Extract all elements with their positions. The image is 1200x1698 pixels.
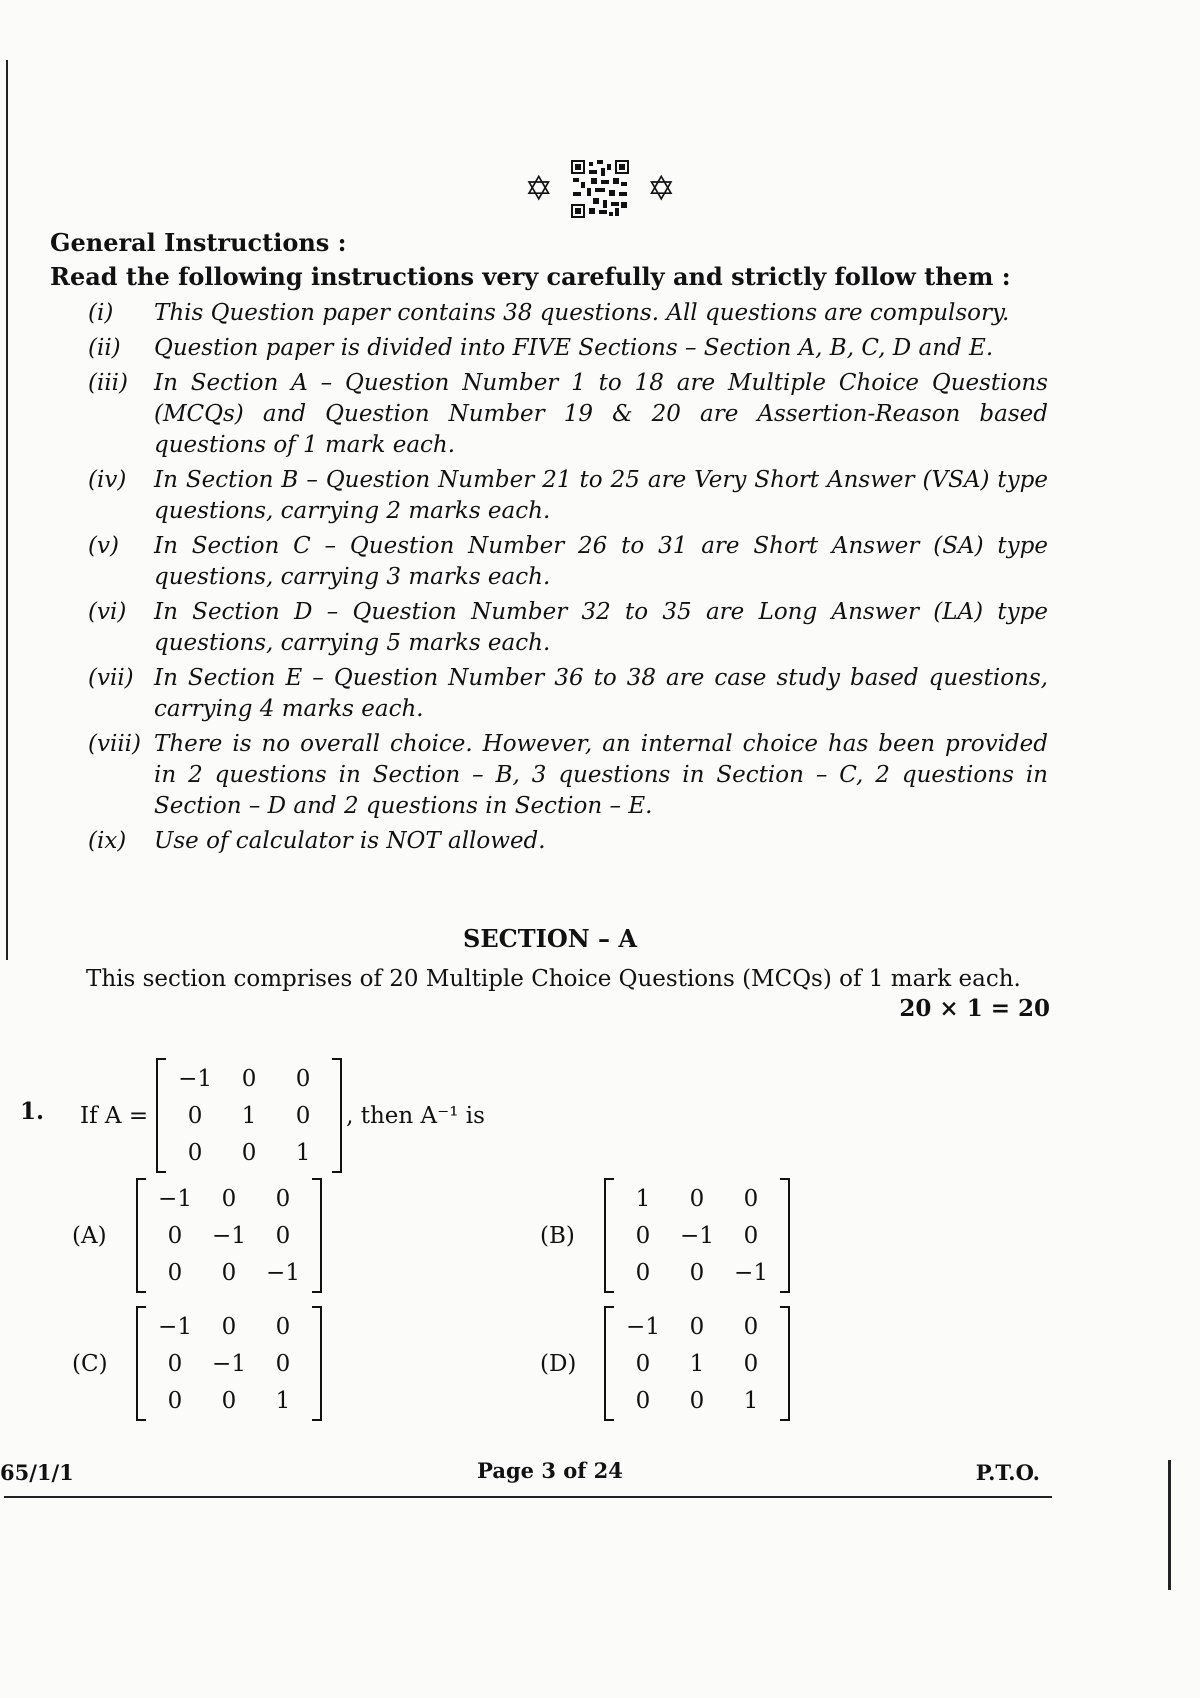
matrix-cell: 0 — [221, 1185, 237, 1212]
matrix-A — [156, 1058, 342, 1173]
matrix-cell: 0 — [167, 1222, 183, 1249]
instruction-text: In Section E – Question Number 36 to 38 are case study based questions, carrying 4 marks each. — [154, 665, 1048, 722]
instruction-item — [88, 368, 1048, 461]
instruction-text: Question paper is divided into FIVE Sections – Section A, B, C, D and E. — [154, 335, 994, 361]
bracket-right — [312, 1178, 322, 1293]
instruction-text: In Section C – Question Number 26 to 31 are Short Answer (SA) type questions, carrying 3 marks each. — [154, 533, 1048, 590]
matrix-cell: 0 — [689, 1313, 705, 1340]
matrix-cell: 0 — [635, 1222, 651, 1249]
instruction-text: In Section A – Question Number 1 to 18 are Multiple Choice Questions (MCQs) and Question Number 19 & 20 are Assertion-Reason based questions of 1 mark each. — [154, 370, 1048, 458]
page-number: Page 3 of 24 — [477, 1458, 623, 1483]
instruction-number: (vi) — [88, 599, 127, 625]
question-suffix: , then A⁻¹ is — [346, 1102, 485, 1129]
matrix-cell: −1 — [212, 1350, 246, 1377]
matrix-cell: 0 — [275, 1185, 291, 1212]
instruction-number: (vii) — [88, 665, 134, 691]
matrix-cell: 0 — [167, 1387, 183, 1414]
option-matrix — [136, 1178, 322, 1293]
matrix-cell: 0 — [635, 1387, 651, 1414]
matrix-grid — [146, 1306, 312, 1421]
bracket-right — [780, 1178, 790, 1293]
matrix-grid — [146, 1178, 312, 1293]
matrix-cell: 0 — [167, 1350, 183, 1377]
matrix-cell: 0 — [743, 1222, 759, 1249]
matrix-cell: −1 — [734, 1259, 768, 1286]
matrix-cell: 0 — [275, 1350, 291, 1377]
matrix-cell: −1 — [266, 1259, 300, 1286]
bracket-left — [136, 1178, 146, 1293]
instruction-item — [88, 333, 1048, 364]
matrix-grid — [166, 1058, 332, 1173]
question-number: 1. — [20, 1098, 45, 1125]
bracket-left — [156, 1058, 166, 1173]
option-matrix — [604, 1306, 790, 1421]
bracket-left — [604, 1306, 614, 1421]
instruction-text: In Section D – Question Number 32 to 35 are Long Answer (LA) type questions, carrying 5 marks each. — [154, 599, 1048, 656]
bracket-right — [332, 1058, 342, 1173]
instruction-number: (ix) — [88, 828, 127, 854]
instruction-text: In Section B – Question Number 21 to 25 are Very Short Answer (VSA) type questions, carrying 2 marks each. — [154, 467, 1048, 524]
option-D[interactable] — [540, 1306, 790, 1421]
instruction-text: Use of calculator is NOT allowed. — [154, 828, 546, 854]
footer-rule — [4, 1496, 1052, 1498]
instruction-item — [88, 729, 1048, 822]
matrix-cell: −1 — [178, 1065, 213, 1092]
matrix-cell: 0 — [635, 1259, 651, 1286]
option-B[interactable] — [540, 1178, 790, 1293]
matrix-cell: −1 — [626, 1313, 660, 1340]
matrix-cell: 0 — [241, 1139, 257, 1166]
option-matrix — [136, 1306, 322, 1421]
bracket-left — [604, 1178, 614, 1293]
option-label: (B) — [540, 1222, 575, 1249]
matrix-cell: 0 — [743, 1185, 759, 1212]
header-marks — [0, 160, 1200, 218]
paper-code: 65/1/1 — [0, 1460, 74, 1485]
matrix-cell: −1 — [158, 1185, 192, 1212]
star-of-david-icon: ✡ — [524, 169, 553, 209]
section-marks: 20 × 1 = 20 — [899, 995, 1050, 1022]
matrix-cell: 0 — [689, 1259, 705, 1286]
matrix-grid — [614, 1306, 780, 1421]
option-C[interactable] — [72, 1306, 322, 1421]
qr-code-icon — [571, 160, 629, 218]
instruction-item — [88, 826, 1048, 857]
matrix-cell: 0 — [689, 1387, 705, 1414]
matrix-cell: 0 — [187, 1139, 203, 1166]
instruction-item — [88, 663, 1048, 725]
page-right-edge — [1168, 1460, 1171, 1590]
instruction-number: (iii) — [88, 370, 129, 396]
matrix-cell: 0 — [743, 1313, 759, 1340]
instruction-number: (viii) — [88, 731, 142, 757]
matrix-cell: 1 — [743, 1387, 759, 1414]
instruction-item — [88, 531, 1048, 593]
general-instructions-title: General Instructions : — [50, 228, 347, 257]
instruction-item — [88, 298, 1048, 329]
bracket-left — [136, 1306, 146, 1421]
general-instructions-subtitle: Read the following instructions very carefully and strictly follow them : — [50, 262, 1011, 291]
matrix-cell: 0 — [295, 1065, 311, 1092]
instruction-number: (i) — [88, 300, 114, 326]
matrix-cell: 0 — [221, 1313, 237, 1340]
option-A[interactable] — [72, 1178, 322, 1293]
instruction-text: There is no overall choice. However, an internal choice has been provided in 2 questions in Section – B, 3 questions in Section – C, 2 questions in Section – D and 2 questions in Section – E. — [154, 731, 1048, 819]
option-label: (C) — [72, 1350, 108, 1377]
star-of-david-icon: ✡ — [647, 169, 676, 209]
bracket-right — [780, 1306, 790, 1421]
instruction-item — [88, 465, 1048, 527]
matrix-cell: 1 — [241, 1102, 257, 1129]
matrix-grid — [614, 1178, 780, 1293]
matrix-cell: 1 — [635, 1185, 651, 1212]
matrix-cell: 1 — [295, 1139, 311, 1166]
matrix-cell: −1 — [212, 1222, 246, 1249]
matrix-cell: −1 — [680, 1222, 714, 1249]
matrix-cell: 1 — [689, 1350, 705, 1377]
matrix-cell: −1 — [158, 1313, 192, 1340]
matrix-cell: 0 — [275, 1313, 291, 1340]
matrix-cell: 0 — [241, 1065, 257, 1092]
option-matrix — [604, 1178, 790, 1293]
matrix-cell: 0 — [221, 1387, 237, 1414]
section-title: SECTION – A — [463, 924, 637, 953]
instruction-item — [88, 597, 1048, 659]
instruction-number: (iv) — [88, 467, 127, 493]
section-description: This section comprises of 20 Multiple Choice Questions (MCQs) of 1 mark each. — [86, 966, 1021, 992]
instruction-number: (v) — [88, 533, 119, 559]
question-stem — [80, 1058, 485, 1173]
matrix-cell: 0 — [221, 1259, 237, 1286]
matrix-cell: 1 — [275, 1387, 291, 1414]
bracket-right — [312, 1306, 322, 1421]
matrix-cell: 0 — [295, 1102, 311, 1129]
matrix-cell: 0 — [635, 1350, 651, 1377]
option-label: (D) — [540, 1350, 577, 1377]
matrix-cell: 0 — [167, 1259, 183, 1286]
option-label: (A) — [72, 1222, 107, 1249]
instruction-list — [88, 298, 1048, 861]
matrix-cell: 0 — [689, 1185, 705, 1212]
matrix-cell: 0 — [743, 1350, 759, 1377]
instruction-number: (ii) — [88, 335, 121, 361]
pto-label: P.T.O. — [975, 1460, 1040, 1485]
matrix-cell: 0 — [187, 1102, 203, 1129]
matrix-cell: 0 — [275, 1222, 291, 1249]
instruction-text: This Question paper contains 38 questions. All questions are compulsory. — [154, 300, 1010, 326]
question-prefix: If A = — [80, 1102, 149, 1129]
